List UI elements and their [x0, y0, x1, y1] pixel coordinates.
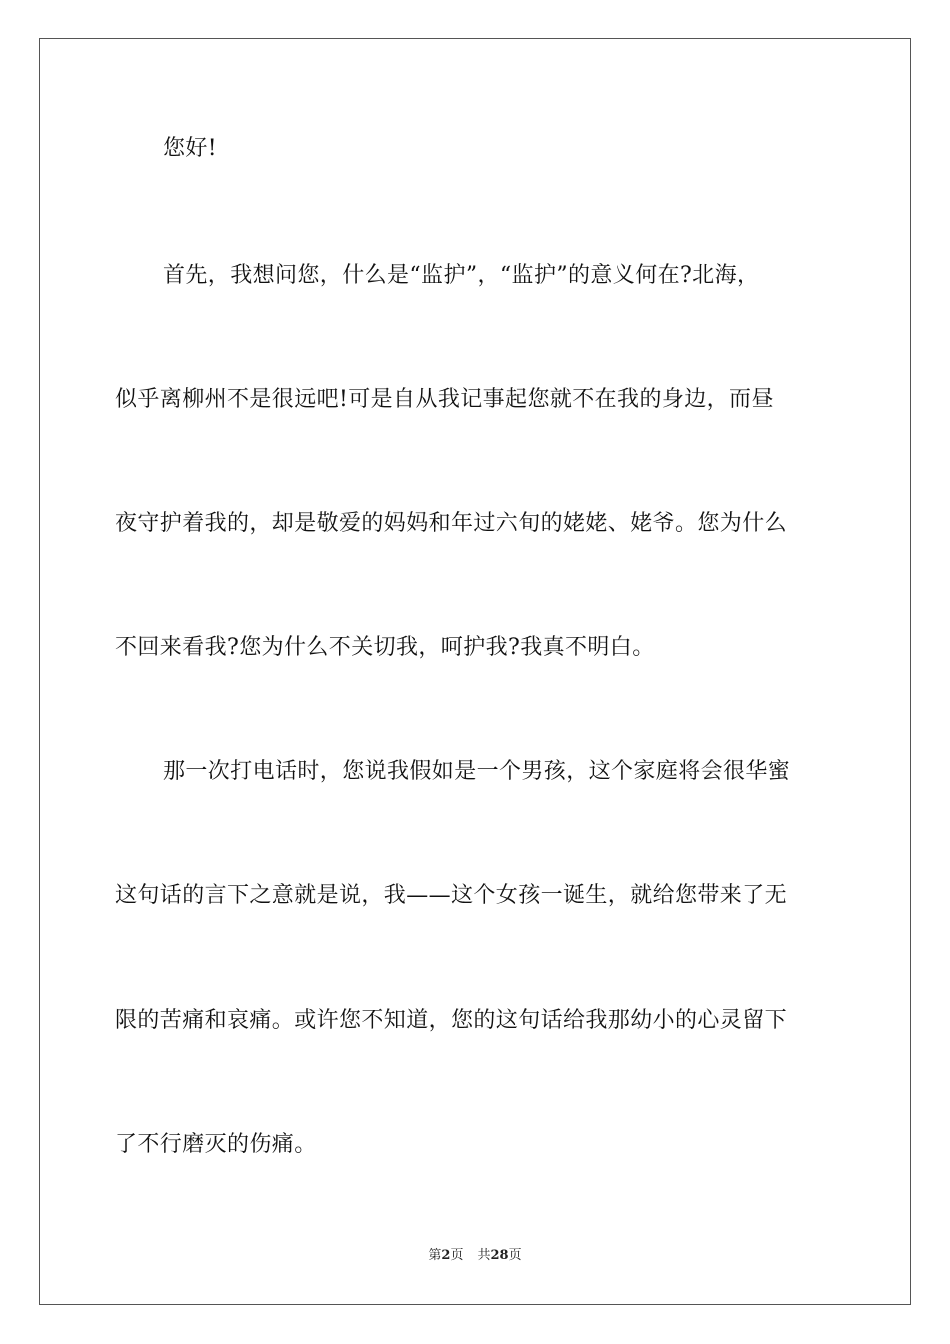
paragraph-line-8: 了不行磨灭的伤痛。 — [115, 1132, 317, 1157]
page-prefix: 第 — [428, 1248, 442, 1263]
paragraph-line-3: 夜守护着我的，却是敬爱的妈妈和年过六旬的姥姥、姥爷。您为什么 — [115, 511, 788, 536]
paragraph-line-1: 首先，我想问您，什么是“监护”，“监护”的意义何在?北海， — [163, 263, 760, 288]
page-suffix: 页 — [450, 1248, 464, 1263]
total-pages: 28 — [490, 1248, 509, 1263]
paragraph-line-2: 似乎离柳州不是很远吧!可是自从我记事起您就不在我的身边，而昼 — [115, 387, 774, 412]
page-footer — [0, 1247, 950, 1265]
page-number: 2 — [441, 1248, 451, 1263]
paragraph-line-7: 限的苦痛和哀痛。或许您不知道，您的这句话给我那幼小的心灵留下 — [115, 1008, 788, 1033]
page-border — [39, 38, 911, 1305]
total-prefix: 共 — [477, 1248, 491, 1263]
paragraph-line-5: 那一次打电话时，您说我假如是一个男孩，这个家庭将会很华蜜 — [163, 759, 791, 784]
paragraph-line-4: 不回来看我?您为什么不关切我，呵护我?我真不明白。 — [115, 635, 655, 660]
greeting-line: 您好! — [163, 136, 218, 161]
paragraph-line-6: 这句话的言下之意就是说，我——这个女孩一诞生，就给您带来了无 — [115, 883, 788, 908]
total-suffix: 页 — [508, 1248, 522, 1263]
